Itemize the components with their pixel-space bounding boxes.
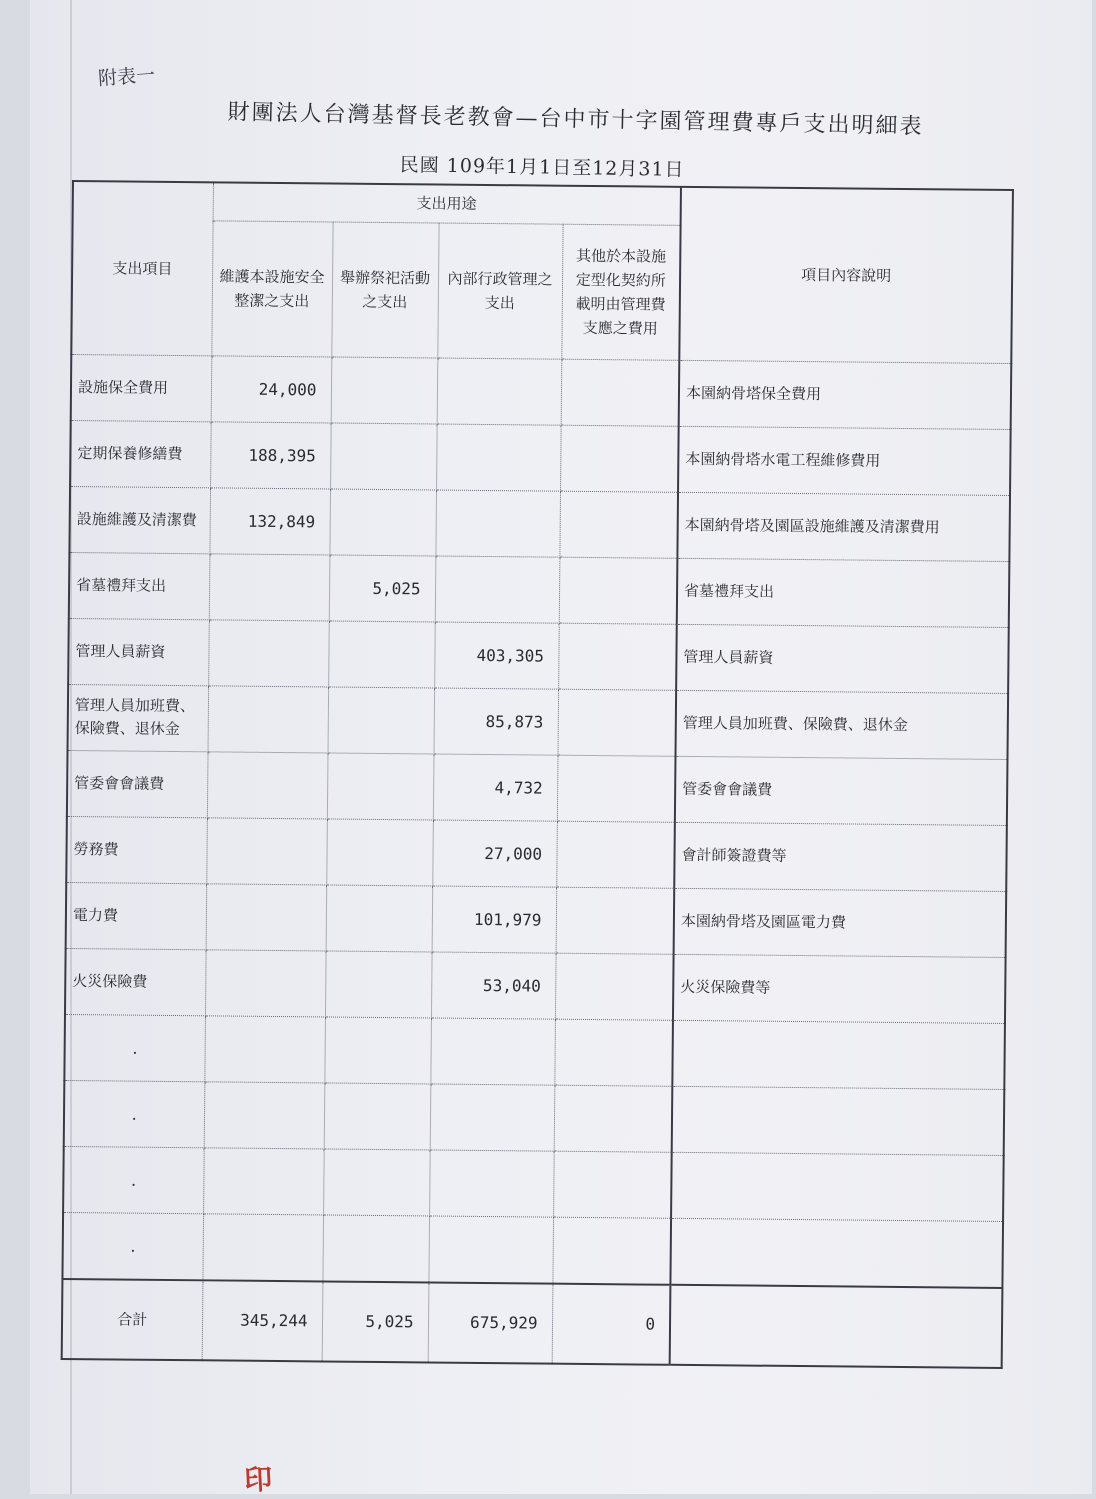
row-col1 (205, 949, 326, 1016)
row-col3: 27,000 (432, 819, 557, 886)
row-desc (671, 1152, 1004, 1221)
row-col1 (207, 751, 328, 818)
row-col4 (554, 1085, 673, 1152)
row-item: . (63, 1146, 204, 1213)
row-col4 (559, 491, 678, 558)
row-desc: 管理人員薪資 (676, 624, 1009, 693)
row-col2 (322, 1214, 429, 1282)
expense-table (61, 180, 1014, 1368)
total-col2: 5,025 (322, 1281, 429, 1362)
row-col1 (202, 1213, 323, 1281)
row-col1: 132,849 (209, 487, 330, 554)
row-item: 設施維護及清潔費 (69, 486, 210, 553)
row-col4 (552, 1217, 671, 1285)
row-col4 (557, 755, 676, 822)
header-col-safety: 維護本設施安全整潔之支出 (211, 220, 332, 356)
row-col2 (324, 1082, 431, 1149)
header-col-admin: 內部行政管理之支出 (437, 223, 562, 359)
row-col3 (436, 424, 561, 491)
row-col2 (323, 1148, 430, 1215)
table-row (62, 1212, 1003, 1288)
row-desc: 管理人員加班費、保險費、退休金 (676, 690, 1009, 759)
row-item: 設施保全費用 (71, 354, 212, 421)
expense-table-container (61, 180, 1012, 1368)
table-row (69, 552, 1010, 627)
table-row (64, 1080, 1005, 1155)
row-desc (672, 1086, 1005, 1155)
table-row (68, 684, 1009, 759)
document-title: 財團法人台灣基督長老教會—台中市十字園管理費專戶支出明細表 (227, 99, 924, 140)
row-col3: 403,305 (434, 622, 559, 689)
row-col3: 53,040 (431, 951, 556, 1018)
row-col1 (206, 817, 327, 884)
row-col2: 5,025 (329, 554, 436, 621)
row-desc: 會計師簽證費等 (674, 822, 1007, 891)
table-row (64, 1014, 1005, 1089)
row-col2 (325, 950, 432, 1017)
row-col1 (204, 1081, 325, 1148)
table-row (66, 816, 1007, 891)
row-col4 (555, 953, 674, 1020)
total-desc (670, 1284, 1003, 1367)
row-item: . (64, 1014, 205, 1081)
annex-label: 附表一 (97, 64, 156, 90)
row-desc (672, 1020, 1005, 1089)
row-col1: 24,000 (211, 355, 332, 422)
total-col1: 345,244 (202, 1280, 323, 1361)
table-row (67, 750, 1008, 825)
table-row (65, 948, 1006, 1023)
row-col1 (208, 685, 329, 752)
row-col3: 85,873 (434, 687, 559, 754)
row-desc: 省墓禮拜支出 (677, 558, 1010, 627)
row-col1 (209, 553, 330, 620)
row-item: . (64, 1080, 205, 1147)
row-col4 (558, 623, 677, 690)
row-item: 勞務費 (66, 816, 207, 883)
row-col3 (437, 358, 562, 425)
total-col3: 675,929 (428, 1282, 553, 1363)
row-col4 (559, 557, 678, 624)
row-col2 (328, 620, 435, 687)
table-row (71, 354, 1012, 429)
row-col2 (328, 686, 435, 753)
row-col3 (435, 556, 560, 623)
table-row (63, 1146, 1004, 1221)
row-col3 (430, 1017, 555, 1084)
row-col2 (327, 752, 434, 819)
header-item: 支出項目 (71, 181, 213, 355)
row-desc: 本園納骨塔及園區設施維護及清潔費用 (677, 492, 1010, 561)
row-col2 (330, 422, 437, 489)
total-row (62, 1278, 1003, 1367)
row-col2 (331, 356, 438, 423)
document-period: 民國 109年1月1日至12月31日 (399, 153, 685, 181)
row-col4 (553, 1151, 672, 1218)
row-col1 (208, 619, 329, 686)
row-desc: 本園納骨塔水電工程維修費用 (678, 426, 1011, 495)
row-item: 省墓禮拜支出 (69, 552, 210, 619)
row-col1: 188,395 (210, 421, 331, 488)
row-desc: 火災保險費等 (673, 954, 1006, 1023)
row-col4 (554, 1019, 673, 1086)
header-col-ritual: 舉辦祭祀活動之支出 (331, 222, 438, 358)
row-col1 (206, 883, 327, 950)
row-col4 (558, 689, 677, 756)
row-col3 (430, 1083, 555, 1150)
row-col4 (556, 887, 675, 954)
table-row (66, 882, 1007, 957)
row-desc: 管委會會議費 (675, 756, 1008, 825)
row-item: 管理人員加班費、保險費、退休金 (68, 684, 209, 751)
row-col4 (561, 359, 680, 426)
row-col2 (329, 488, 436, 555)
row-col3 (429, 1149, 554, 1216)
header-col-other: 其他於本設施定型化契約所載明由管理費支應之費用 (561, 224, 680, 360)
row-item: 火災保險費 (65, 948, 206, 1015)
row-col1 (204, 1015, 325, 1082)
row-item: 管理人員薪資 (68, 618, 209, 685)
row-col4 (556, 821, 675, 888)
table-row (70, 420, 1011, 495)
row-col3: 101,979 (432, 885, 557, 952)
row-desc: 本園納骨塔及園區電力費 (674, 888, 1007, 957)
header-description: 項目內容說明 (679, 187, 1013, 363)
row-col4 (560, 425, 679, 492)
row-col3: 4,732 (433, 753, 558, 820)
row-item: 管委會會議費 (67, 750, 208, 817)
row-desc (670, 1218, 1003, 1288)
row-item: . (62, 1212, 203, 1280)
total-col4: 0 (552, 1283, 671, 1364)
header-group-usage: 支出用途 (213, 182, 681, 224)
row-col1 (203, 1147, 324, 1214)
row-item: 定期保養修繕費 (70, 420, 211, 487)
table-row (69, 486, 1010, 561)
total-label: 合計 (62, 1278, 203, 1359)
row-col3 (428, 1215, 553, 1283)
row-col2 (326, 884, 433, 951)
row-col3 (435, 490, 560, 557)
table-row (68, 618, 1009, 693)
row-col2 (324, 1016, 431, 1083)
row-col2 (326, 818, 433, 885)
row-desc: 本園納骨塔保全費用 (679, 360, 1012, 429)
row-item: 電力費 (66, 882, 207, 949)
red-seal-stamp: 印 (243, 1462, 274, 1498)
